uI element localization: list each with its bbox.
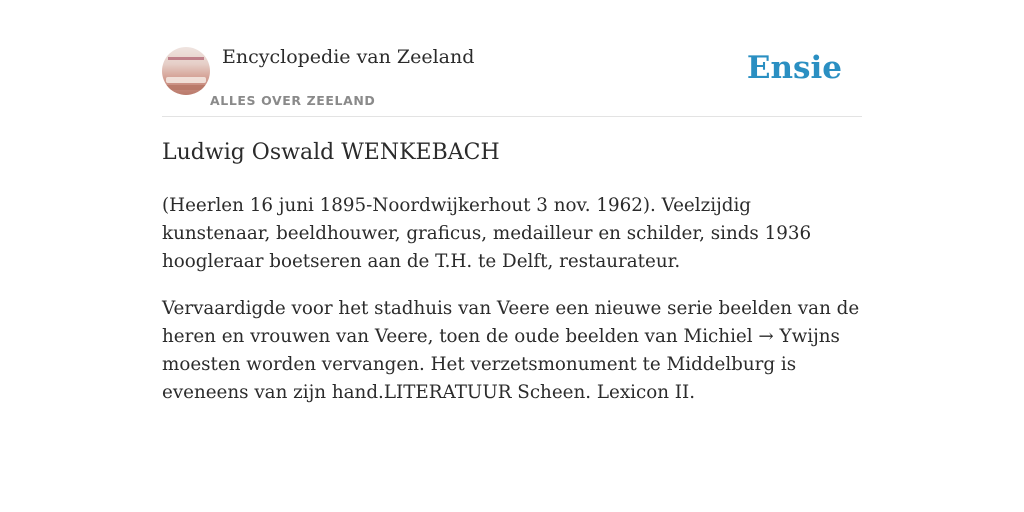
avatar-image-detail xyxy=(164,85,208,90)
encyclopedia-avatar[interactable] xyxy=(162,47,210,95)
site-header xyxy=(162,0,862,117)
avatar-image-detail xyxy=(168,57,204,60)
article-paragraph: (Heerlen 16 juni 1895-Noordwijkerhout 3 nov. 1962). Veelzijdig kunstenaar, beeldhouwer, graficus, medailleur en schilder, sinds 1936 hoogleraar boetseren aan de T.H. te Delft, restaurateur. xyxy=(162,195,812,272)
avatar-image-detail xyxy=(166,77,206,83)
article-title: Ludwig Oswald WENKEBACH xyxy=(162,140,500,165)
ensie-logo-link[interactable]: Ensie xyxy=(746,50,842,86)
article-body xyxy=(162,192,862,426)
page-container xyxy=(162,0,862,403)
encyclopedia-title-link[interactable]: Encyclopedie van Zeeland xyxy=(222,46,475,68)
article-paragraph: Vervaardigde voor het stadhuis van Veere een nieuwe serie beelden van de heren en vrouwen van Veere, toen de oude beelden van Michiel → Ywijns moesten worden vervangen. Het verzetsmonument te Middelburg is eveneens van zijn hand.LITERATUUR Scheen. Lexicon II. xyxy=(162,298,860,403)
encyclopedia-tagline: ALLES OVER ZEELAND xyxy=(210,93,376,108)
